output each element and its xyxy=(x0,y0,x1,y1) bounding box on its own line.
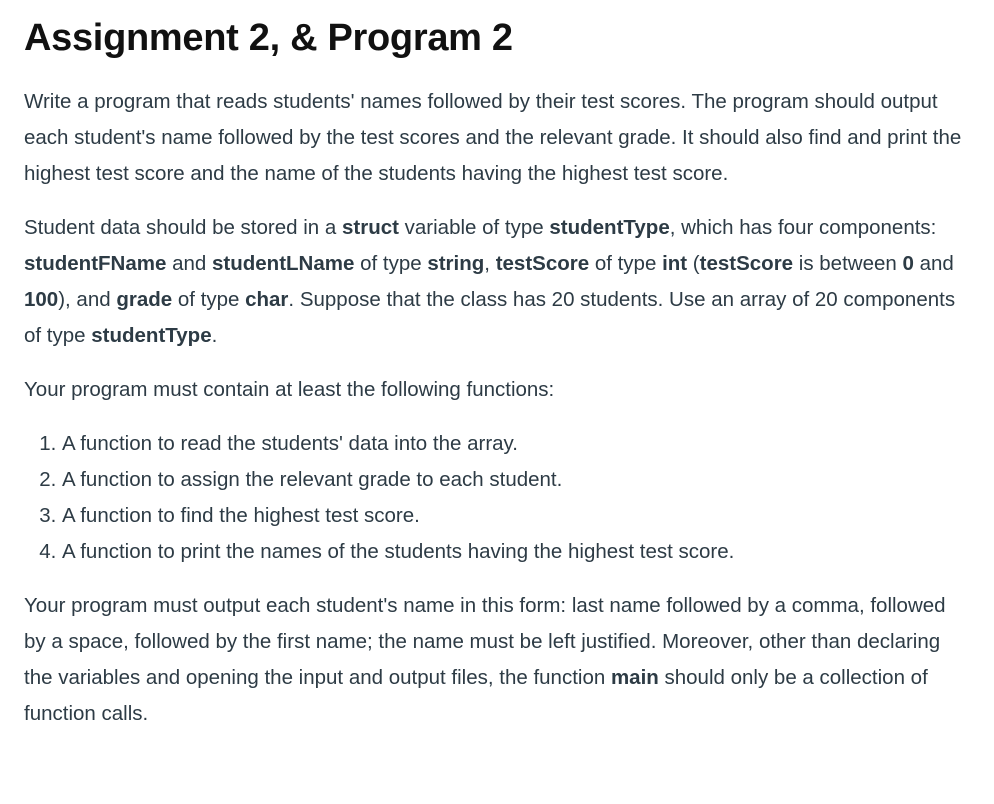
keyword: char xyxy=(245,288,289,311)
text-segment: is between xyxy=(793,252,903,275)
output-paragraph xyxy=(24,588,970,732)
text-segment: . Suppose that the class has 20 students. Use an array of 20 components of type xyxy=(24,288,956,347)
keyword: string xyxy=(427,252,485,275)
text-segment: of type xyxy=(589,252,663,275)
intro-paragraph: Write a program that reads students' names followed by their test scores. The program should output each student's name followed by the test scores and the relevant grade. It should also find and print the highest test score and the name of the students having the highest test score. xyxy=(24,90,962,185)
keyword: studentFName xyxy=(24,252,167,275)
keyword: studentType xyxy=(549,216,670,239)
text-segment: , xyxy=(484,252,496,275)
keyword: main xyxy=(610,666,659,689)
text-segment: of type xyxy=(354,252,428,275)
text-segment: and xyxy=(166,252,212,275)
text-segment: and xyxy=(913,252,954,275)
list-item: 2. A function to assign the relevant grade to each student. xyxy=(62,462,970,498)
functions-intro: Your program must contain at least the following functions: xyxy=(24,378,555,401)
text-segment: should only be a collection of function calls. xyxy=(24,666,928,725)
keyword: testScore xyxy=(699,252,794,275)
functions-list xyxy=(24,426,970,570)
keyword: struct xyxy=(341,216,399,239)
list-item: 4. A function to print the names of the students having the highest test score. xyxy=(62,534,970,570)
keyword: grade xyxy=(116,288,173,311)
keyword: 0 xyxy=(902,252,914,275)
list-item: 3. A function to find the highest test score. xyxy=(62,498,970,534)
text-segment: Student data should be stored in a xyxy=(24,216,342,239)
text-segment: ), and xyxy=(58,288,117,311)
text-segment: , which has four components: xyxy=(669,216,937,239)
text-segment: ( xyxy=(687,252,700,275)
keyword: int xyxy=(662,252,688,275)
keyword: testScore xyxy=(495,252,590,275)
page-title: Assignment 2, & Program 2 xyxy=(24,17,513,59)
list-item: 1. A function to read the students' data into the array. xyxy=(62,426,970,462)
struct-paragraph xyxy=(24,210,970,354)
text-segment: of type xyxy=(172,288,246,311)
keyword: studentType xyxy=(91,324,212,347)
keyword: 100 xyxy=(24,288,59,311)
text-segment: variable of type xyxy=(398,216,550,239)
text-segment: Your program must output each student's name in this form: last name followed by a comma, followed by a space, followed by the first name; the name must be left justified. Moreover, other than declaring the variables and opening the input and output files, the function xyxy=(24,594,946,689)
keyword: studentLName xyxy=(212,252,355,275)
text-segment: . xyxy=(211,324,218,347)
